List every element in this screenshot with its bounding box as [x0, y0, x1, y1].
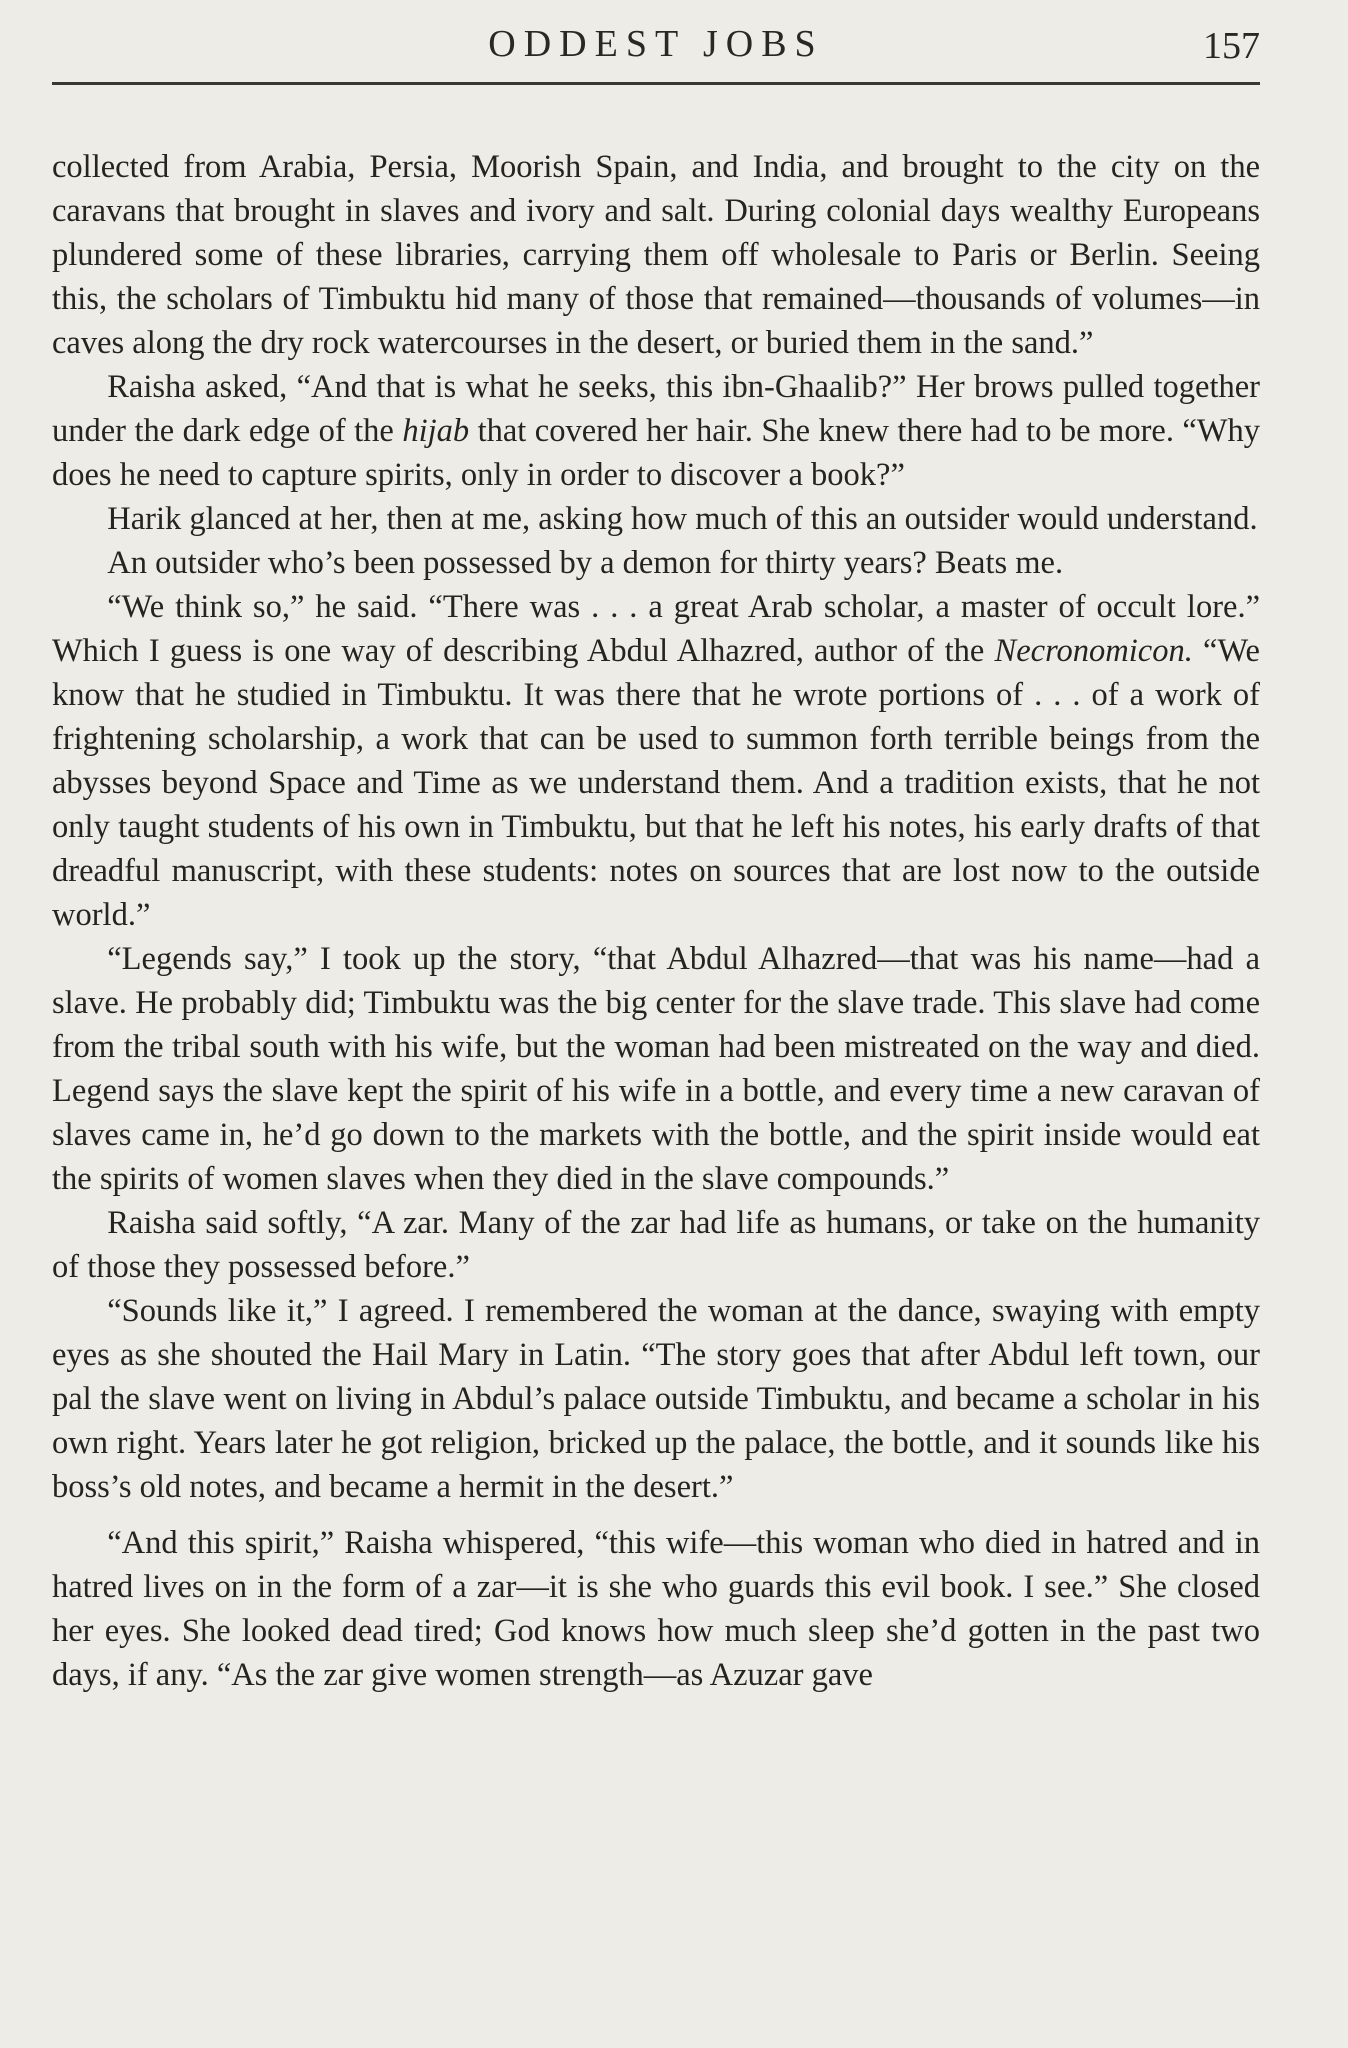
paragraph-text: collected from Arabia, Persia, Moorish Spain, and India, and brought to the city on the caravans that brought in slaves and ivory and salt. During colonial days wealthy Europeans plundered some of these libraries, carrying them off wholesale to Paris or Berlin. Seeing this, the scholars of Timbuktu hid many of those that remained—thousands of volumes—in caves along the dry rock watercourses in the desert, or buried them in the sand.”	[52, 149, 1260, 361]
paragraph-text: “Sounds like it,” I agreed. I remembered the woman at the dance, swaying with empty eyes as she shouted the Hail Mary in Latin. “The story goes that after Abdul left town, our pal the slave went on living in Abdul’s palace outside Timbuktu, and became a scholar in his own right. Years later he got religion, bricked up the palace, the bottle, and it sounds like his boss’s old notes, and became a hermit in the desert.”	[52, 1293, 1260, 1505]
paragraph	[52, 497, 1260, 541]
paragraph	[52, 145, 1260, 365]
paragraph-text: “And this spirit,” Raisha whispered, “this wife—this woman who died in hatred and in hatred lives on in the form of a zar—it is she who guards this evil book. I see.” She closed her eyes. She looked dead tired; God knows how much sleep she’d gotten in the past two days, if any. “As the zar give women strength—as Azuzar gave	[52, 1525, 1260, 1693]
paragraph	[52, 937, 1260, 1201]
paragraph-text: that covered her hair. She knew there had to be more. “Why does he need to capture spirits, only in order to discover a book?”	[52, 413, 1261, 493]
paragraph-text: Raisha said softly, “A zar. Many of the zar had life as humans, or take on the humanity of those they possessed before.”	[52, 1205, 1260, 1285]
paragraph	[52, 1289, 1260, 1509]
italic-text: Necronomicon.	[994, 633, 1193, 669]
paragraph	[52, 365, 1260, 497]
paragraph	[52, 585, 1260, 937]
paragraph-text: Raisha asked, “And that is what he seeks, this ibn-Ghaalib?” Her brows pulled together under the dark edge of the	[52, 369, 1260, 449]
paragraph-text: An outsider who’s been possessed by a demon for thirty years? Beats me.	[107, 545, 1064, 581]
paragraph-text: “Legends say,” I took up the story, “that Abdul Alhazred—that was his name—had a slave. He probably did; Timbuktu was the big center for the slave trade. This slave had come from the tribal south with his wife, but the woman had been mistreated on the way and died. Legend says the slave kept the spirit of his wife in a bottle, and every time a new caravan of slaves came in, he’d go down to the markets with the bottle, and the spirit inside would eat the spirits of women slaves when they died in the slave compounds.”	[52, 941, 1260, 1197]
paragraph	[52, 541, 1260, 585]
paragraph-text: “We think so,” he said. “There was . . . a great Arab scholar, a master of occult lore.” Which I guess is one way of describing Abdul Alhazred, author of the	[52, 589, 1260, 669]
paragraph-text: Harik glanced at her, then at me, asking how much of this an outsider would understand.	[107, 501, 1258, 537]
paragraph	[52, 1201, 1260, 1289]
italic-text: hijab	[402, 413, 470, 449]
body-text	[52, 145, 1260, 1697]
running-title: ODDEST JOBS	[488, 23, 824, 65]
paragraph-text: “We know that he studied in Timbuktu. It was there that he wrote portions of . . . of a work of frightening scholarship, a work that can be used to summon forth terrible beings from the abysses beyond Space and Time as we understand them. And a tradition exists, that he not only taught students of his own in Timbuktu, but that he left his notes, his early drafts of that dreadful manuscript, with these students: notes on sources that are lost now to the outside world.”	[52, 633, 1260, 933]
paragraph	[52, 1521, 1260, 1697]
page-header	[52, 20, 1260, 85]
page-number: 157	[1203, 25, 1260, 67]
